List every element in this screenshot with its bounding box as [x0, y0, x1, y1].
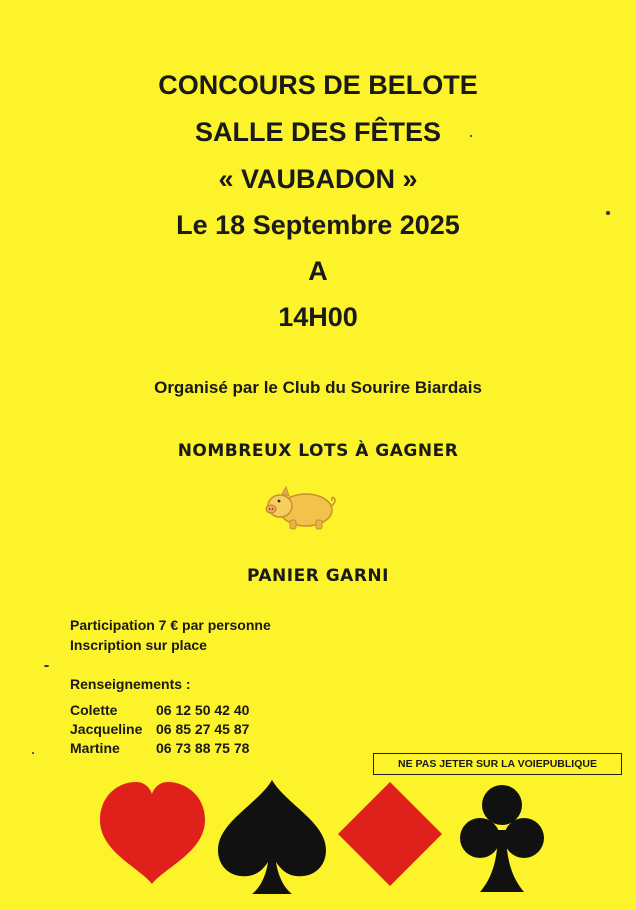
print-speck	[44, 665, 49, 667]
participation-fee: Participation 7 € par personne	[70, 617, 271, 633]
event-time: 14H00	[278, 302, 358, 332]
contact-row	[70, 721, 249, 737]
contact-phone: 06 73 88 75 78	[156, 740, 250, 756]
contact-phone: 06 12 50 42 40	[156, 702, 250, 718]
event-date: Le 18 Septembre 2025	[176, 210, 460, 240]
contact-row	[70, 702, 249, 718]
contact-row	[70, 740, 249, 756]
info-heading: Renseignements :	[70, 676, 191, 692]
pig-icon	[264, 484, 340, 532]
print-speck	[606, 211, 610, 215]
club-icon	[460, 785, 544, 892]
event-title: CONCOURS DE BELOTE	[158, 70, 478, 100]
heart-icon	[100, 782, 205, 884]
contact-name: Jacqueline	[70, 721, 143, 737]
notice-box: NE PAS JETER SUR LA VOIEPUBLIQUE	[373, 753, 622, 775]
diamond-icon	[338, 782, 442, 886]
inscription-text: Inscription sur place	[70, 637, 207, 653]
contact-phone: 06 85 27 45 87	[156, 721, 250, 737]
print-speck	[32, 752, 34, 754]
contact-name: Martine	[70, 740, 120, 756]
spade-icon	[218, 780, 326, 894]
time-prefix: A	[308, 256, 328, 286]
prizes-text: NOMBREUX LOTS À GAGNER	[177, 441, 459, 461]
prize-item-text: PANIER GARNI	[247, 566, 389, 586]
contact-name: Colette	[70, 702, 118, 718]
venue-name: SALLE DES FÊTES	[194, 117, 442, 147]
venue-location: « VAUBADON »	[218, 164, 418, 194]
card-suits	[0, 760, 636, 910]
organizer-text: Organisé par le Club du Sourire Biardais	[154, 378, 482, 397]
print-speck	[470, 135, 472, 137]
